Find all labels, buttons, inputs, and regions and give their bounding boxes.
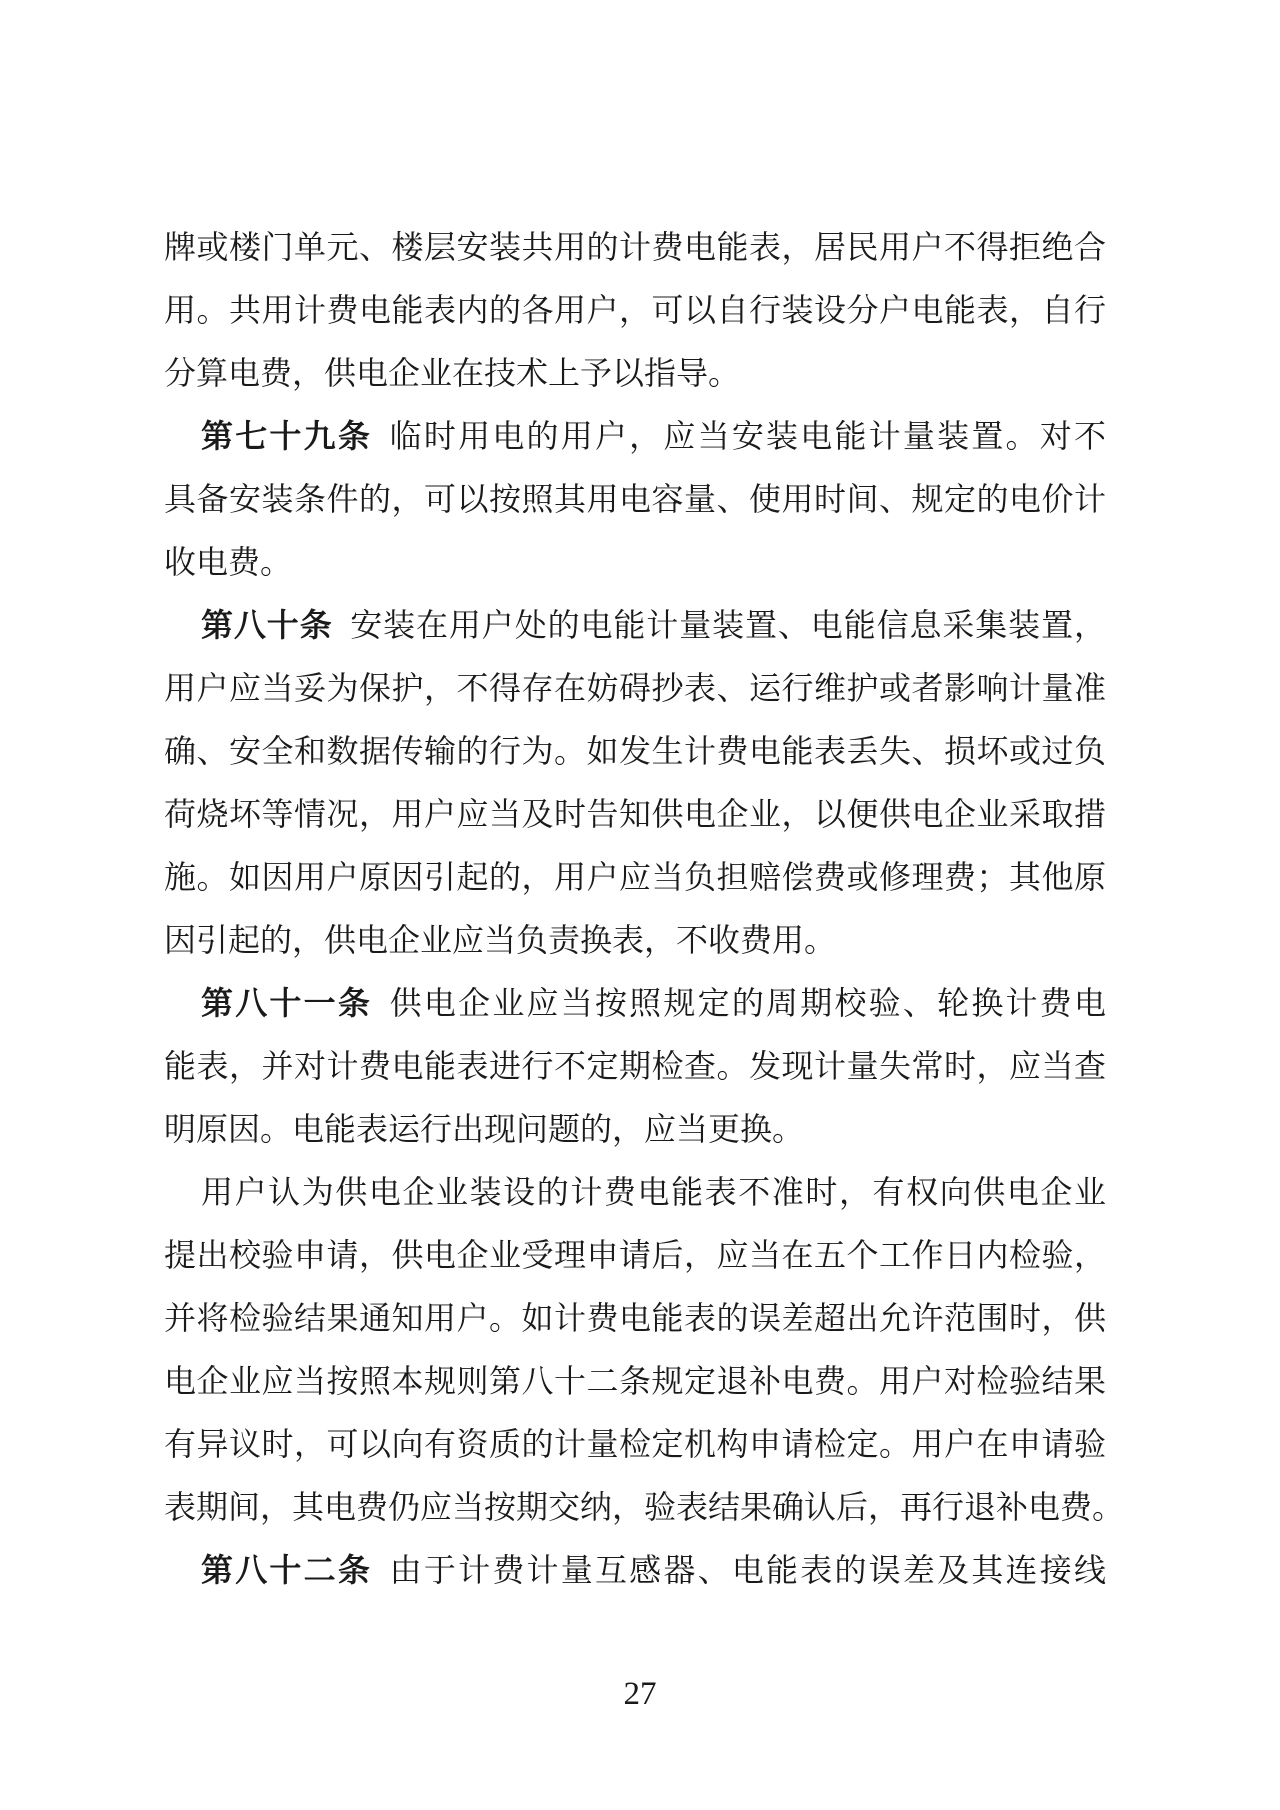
document-body bbox=[164, 216, 1125, 1602]
line-text: 确、安全和数据传输的行为。如发生计费电能表丢失、损坏或过负 bbox=[164, 733, 1106, 769]
text-line bbox=[164, 594, 1106, 657]
article-number: 第八十一条 bbox=[201, 985, 373, 1021]
line-text: 明原因。电能表运行出现问题的，应当更换。 bbox=[164, 1111, 805, 1147]
line-text: 用户认为供电企业装设的计费电能表不准时，有权向供电企业 bbox=[201, 1174, 1106, 1210]
line-text: 因引起的，供电企业应当负责换表，不收费用。 bbox=[164, 922, 837, 958]
line-text: 用。共用计费电能表内的各用户，可以自行装设分户电能表，自行 bbox=[164, 292, 1106, 328]
line-text: 由于计费计量互感器、电能表的误差及其连接线 bbox=[389, 1552, 1106, 1588]
text-line bbox=[164, 1287, 1106, 1350]
text-line bbox=[164, 720, 1106, 783]
page-number: 27 bbox=[623, 1676, 657, 1712]
article-number: 第八十条 bbox=[201, 607, 333, 643]
text-line bbox=[164, 531, 1106, 594]
article-number: 第七十九条 bbox=[201, 418, 373, 454]
text-line bbox=[164, 972, 1106, 1035]
line-text: 安装在用户处的电能计量装置、电能信息采集装置， bbox=[350, 607, 1106, 643]
text-line bbox=[164, 1539, 1106, 1602]
line-text: 并将检验结果通知用户。如计费电能表的误差超出允许范围时，供 bbox=[164, 1300, 1106, 1336]
line-text: 收电费。 bbox=[164, 544, 293, 580]
line-text: 荷烧坏等情况，用户应当及时告知供电企业，以便供电企业采取措 bbox=[164, 796, 1106, 832]
text-line bbox=[164, 216, 1106, 279]
line-text: 施。如因用户原因引起的，用户应当负担赔偿费或修理费；其他原 bbox=[164, 859, 1106, 895]
text-line bbox=[164, 1476, 1125, 1539]
article-number: 第八十二条 bbox=[201, 1552, 373, 1588]
line-text: 表期间，其电费仍应当按期交纳，验表结果确认后，再行退补电费。 bbox=[164, 1489, 1125, 1525]
text-line bbox=[164, 342, 1106, 405]
text-line bbox=[164, 657, 1106, 720]
text-line bbox=[164, 1350, 1106, 1413]
line-text: 能表，并对计费电能表进行不定期检查。发现计量失常时，应当查 bbox=[164, 1048, 1106, 1084]
text-line bbox=[164, 279, 1106, 342]
text-line bbox=[164, 909, 1106, 972]
line-text: 用户应当妥为保护，不得存在妨碍抄表、运行维护或者影响计量准 bbox=[164, 670, 1106, 706]
text-line bbox=[164, 1098, 1106, 1161]
text-line bbox=[164, 1035, 1106, 1098]
line-text: 电企业应当按照本规则第八十二条规定退补电费。用户对检验结果 bbox=[164, 1363, 1106, 1399]
line-text: 分算电费，供电企业在技术上予以指导。 bbox=[164, 355, 741, 391]
text-line bbox=[164, 1224, 1106, 1287]
line-text: 提出校验申请，供电企业受理申请后，应当在五个工作日内检验， bbox=[164, 1237, 1106, 1273]
text-line bbox=[164, 468, 1106, 531]
line-text: 牌或楼门单元、楼层安装共用的计费电能表，居民用户不得拒绝合 bbox=[164, 229, 1106, 265]
line-text: 有异议时，可以向有资质的计量检定机构申请检定。用户在申请验 bbox=[164, 1426, 1106, 1462]
line-text: 临时用电的用户，应当安装电能计量装置。对不 bbox=[389, 418, 1106, 454]
line-text: 具备安装条件的，可以按照其用电容量、使用时间、规定的电价计 bbox=[164, 481, 1106, 517]
text-line bbox=[164, 846, 1106, 909]
line-text: 供电企业应当按照规定的周期校验、轮换计费电 bbox=[389, 985, 1106, 1021]
text-line bbox=[164, 783, 1106, 846]
text-line bbox=[164, 405, 1106, 468]
text-line bbox=[164, 1413, 1106, 1476]
text-line bbox=[164, 1161, 1106, 1224]
